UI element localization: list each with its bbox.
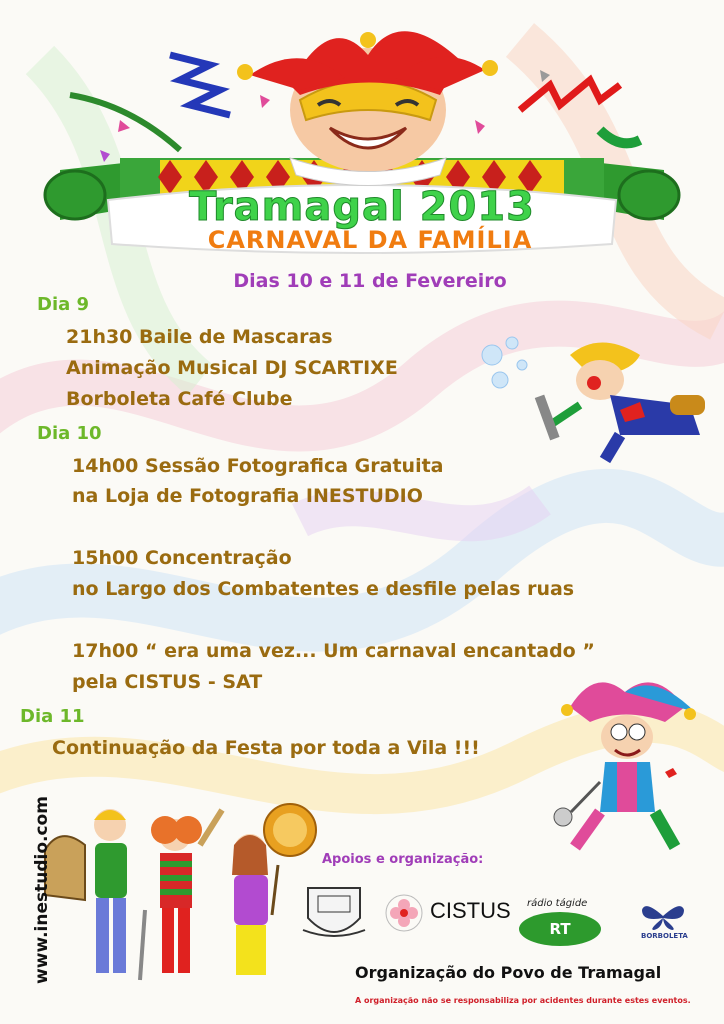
day-10-line: na Loja de Fotografia INESTUDIO (72, 485, 423, 507)
jester-illustration (545, 672, 710, 857)
borboleta-logo-text: BORBOLETA (641, 932, 688, 940)
disclaimer-text: A organização não se responsabiliza por acidentes durante estes eventos. (355, 996, 691, 1005)
sponsors-heading: Apoios e organização: (322, 852, 484, 867)
day-9-line: 21h30 Baile de Mascaras (66, 326, 333, 348)
cistus-logo-text: CISTUS (430, 898, 511, 923)
streamer-blue (170, 55, 230, 115)
day-9-line: Borboleta Café Clube (66, 388, 293, 410)
event-dates: Dias 10 e 11 de Fevereiro (233, 270, 507, 292)
tramagal-coat-of-arms-logo (298, 880, 370, 948)
streamer-red (520, 80, 620, 110)
day-10-line: no Largo dos Combatentes e desfile pelas ruas (72, 578, 575, 600)
radio-tagide-logo: RT (519, 912, 601, 946)
day-11-line: Continuação da Festa por toda a Vila !!! (52, 737, 480, 759)
kids-illustration (40, 795, 330, 990)
event-subtitle: CARNAVAL DA FAMÍLIA (207, 226, 533, 254)
radio-tagide-label: rádio tágide (527, 898, 588, 909)
cistus-flower-logo (384, 893, 424, 933)
event-title: Tramagal 2013 (189, 184, 535, 230)
butterfly-icon (640, 900, 686, 932)
day-10-heading: Dia 10 (37, 423, 102, 444)
day-9-line: Animação Musical DJ SCARTIXE (66, 357, 398, 379)
clown-illustration (470, 335, 715, 470)
day-10-line: pela CISTUS - SAT (72, 671, 263, 693)
website-url: www.inestudio.com (32, 796, 52, 984)
day-11-heading: Dia 11 (20, 706, 85, 727)
day-10-line: 17h00 “ era uma vez... Um carnaval encantado ” (72, 640, 595, 662)
day-10-line: 14h00 Sessão Fotografica Gratuita (72, 455, 444, 477)
day-10-line: 15h00 Concentração (72, 547, 292, 569)
organization-credit: Organização do Povo de Tramagal (355, 963, 662, 982)
day-9-heading: Dia 9 (37, 294, 90, 315)
